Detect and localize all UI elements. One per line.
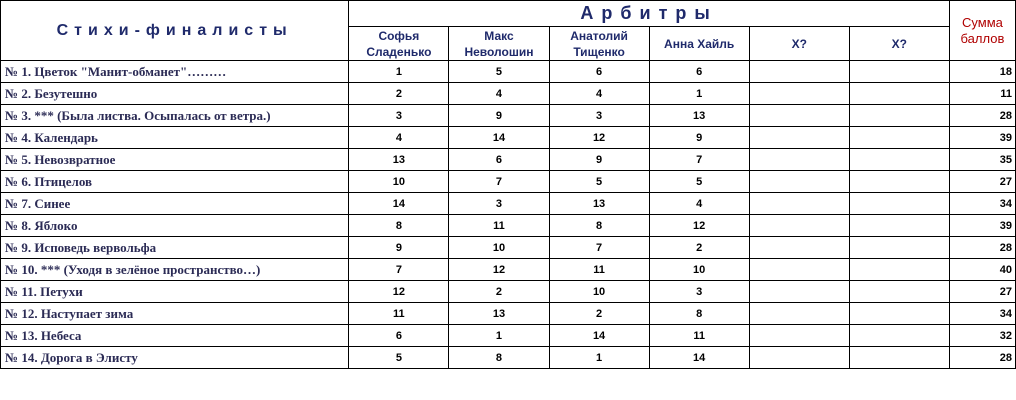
score-cell xyxy=(749,61,849,83)
total-cell: 34 xyxy=(949,193,1015,215)
score-cell: 4 xyxy=(549,83,649,105)
score-cell: 12 xyxy=(349,281,449,303)
score-cell: 12 xyxy=(549,127,649,149)
score-cell xyxy=(749,347,849,369)
score-cell xyxy=(749,303,849,325)
poem-title: № 2. Безутешно xyxy=(1,83,349,105)
score-cell: 10 xyxy=(449,237,549,259)
score-cell: 3 xyxy=(549,105,649,127)
poem-title: № 4. Календарь xyxy=(1,127,349,149)
poem-title: № 13. Небеса xyxy=(1,325,349,347)
score-cell xyxy=(849,259,949,281)
poem-title: № 5. Невозвратное xyxy=(1,149,349,171)
table-row xyxy=(1,237,1016,259)
table-row xyxy=(1,281,1016,303)
score-cell: 13 xyxy=(649,105,749,127)
score-cell: 11 xyxy=(649,325,749,347)
table-row xyxy=(1,171,1016,193)
score-cell xyxy=(849,149,949,171)
total-cell: 27 xyxy=(949,171,1015,193)
table-row xyxy=(1,347,1016,369)
judge-name: Х? xyxy=(749,27,849,61)
total-cell: 18 xyxy=(949,61,1015,83)
score-cell: 6 xyxy=(349,325,449,347)
score-cell xyxy=(849,171,949,193)
score-cell: 2 xyxy=(449,281,549,303)
judge-name: Анна Хайль xyxy=(649,27,749,61)
total-cell: 34 xyxy=(949,303,1015,325)
poem-title: № 11. Петухи xyxy=(1,281,349,303)
total-cell: 28 xyxy=(949,105,1015,127)
score-cell: 2 xyxy=(549,303,649,325)
score-cell xyxy=(749,127,849,149)
score-cell xyxy=(749,193,849,215)
score-cell xyxy=(749,215,849,237)
poems-column-header: Стихи-финалисты xyxy=(1,1,349,61)
score-cell: 13 xyxy=(549,193,649,215)
poem-title: № 1. Цветок "Манит-обманет"……… xyxy=(1,61,349,83)
table-row xyxy=(1,61,1016,83)
judge-name: Макс Неволошин xyxy=(449,27,549,61)
score-cell xyxy=(749,237,849,259)
judge-name: Х? xyxy=(849,27,949,61)
poem-title: № 12. Наступает зима xyxy=(1,303,349,325)
score-cell: 8 xyxy=(549,215,649,237)
score-cell: 10 xyxy=(649,259,749,281)
score-cell: 14 xyxy=(649,347,749,369)
score-cell: 5 xyxy=(649,171,749,193)
sum-column-header: Сумма баллов xyxy=(949,1,1015,61)
score-cell xyxy=(849,83,949,105)
score-cell: 9 xyxy=(449,105,549,127)
score-cell: 11 xyxy=(549,259,649,281)
score-cell xyxy=(849,303,949,325)
score-cell: 14 xyxy=(449,127,549,149)
table-row xyxy=(1,259,1016,281)
total-cell: 11 xyxy=(949,83,1015,105)
score-cell: 2 xyxy=(649,237,749,259)
score-cell xyxy=(749,281,849,303)
results-body xyxy=(1,61,1016,369)
poem-title: № 8. Яблоко xyxy=(1,215,349,237)
poem-title: № 7. Синее xyxy=(1,193,349,215)
score-cell: 2 xyxy=(349,83,449,105)
score-cell: 7 xyxy=(349,259,449,281)
score-cell: 13 xyxy=(449,303,549,325)
total-cell: 28 xyxy=(949,347,1015,369)
judge-name: Анатолий Тищенко xyxy=(549,27,649,61)
score-cell: 11 xyxy=(449,215,549,237)
score-cell: 4 xyxy=(449,83,549,105)
score-cell: 6 xyxy=(449,149,549,171)
total-cell: 39 xyxy=(949,127,1015,149)
score-cell: 11 xyxy=(349,303,449,325)
score-cell: 1 xyxy=(449,325,549,347)
score-cell xyxy=(849,215,949,237)
score-cell: 9 xyxy=(349,237,449,259)
table-row xyxy=(1,303,1016,325)
score-cell: 10 xyxy=(549,281,649,303)
score-cell: 4 xyxy=(349,127,449,149)
total-cell: 39 xyxy=(949,215,1015,237)
score-cell: 3 xyxy=(449,193,549,215)
score-cell xyxy=(749,149,849,171)
score-cell: 12 xyxy=(449,259,549,281)
score-cell xyxy=(749,259,849,281)
score-cell xyxy=(849,193,949,215)
score-cell: 10 xyxy=(349,171,449,193)
score-cell: 1 xyxy=(549,347,649,369)
score-cell xyxy=(749,171,849,193)
table-row xyxy=(1,149,1016,171)
score-cell: 6 xyxy=(649,61,749,83)
table-row xyxy=(1,215,1016,237)
score-cell xyxy=(849,105,949,127)
score-cell xyxy=(849,237,949,259)
score-cell: 1 xyxy=(349,61,449,83)
score-cell: 12 xyxy=(649,215,749,237)
score-cell xyxy=(849,325,949,347)
total-cell: 35 xyxy=(949,149,1015,171)
judge-name: Софья Сладенько xyxy=(349,27,449,61)
score-cell: 8 xyxy=(649,303,749,325)
score-cell: 8 xyxy=(349,215,449,237)
score-cell: 14 xyxy=(549,325,649,347)
score-cell xyxy=(749,83,849,105)
table-row xyxy=(1,83,1016,105)
table-row xyxy=(1,105,1016,127)
total-cell: 40 xyxy=(949,259,1015,281)
score-cell: 8 xyxy=(449,347,549,369)
score-cell: 5 xyxy=(449,61,549,83)
table-row xyxy=(1,193,1016,215)
score-cell: 5 xyxy=(549,171,649,193)
poem-title: № 9. Исповедь вервольфа xyxy=(1,237,349,259)
table-row xyxy=(1,127,1016,149)
score-cell: 5 xyxy=(349,347,449,369)
score-cell: 7 xyxy=(449,171,549,193)
score-cell: 7 xyxy=(549,237,649,259)
score-cell: 9 xyxy=(649,127,749,149)
judges-column-header: Арбитры xyxy=(349,1,950,27)
total-cell: 32 xyxy=(949,325,1015,347)
score-cell: 13 xyxy=(349,149,449,171)
score-cell xyxy=(849,127,949,149)
score-cell: 3 xyxy=(649,281,749,303)
score-cell: 7 xyxy=(649,149,749,171)
score-cell: 1 xyxy=(649,83,749,105)
poem-title: № 10. *** (Уходя в зелёное пространство…) xyxy=(1,259,349,281)
poem-title: № 14. Дорога в Элисту xyxy=(1,347,349,369)
score-cell xyxy=(849,61,949,83)
total-cell: 27 xyxy=(949,281,1015,303)
poem-title: № 6. Птицелов xyxy=(1,171,349,193)
score-cell xyxy=(749,325,849,347)
score-cell xyxy=(849,281,949,303)
score-cell: 3 xyxy=(349,105,449,127)
total-cell: 28 xyxy=(949,237,1015,259)
score-cell: 9 xyxy=(549,149,649,171)
score-cell xyxy=(749,105,849,127)
table-row xyxy=(1,325,1016,347)
score-cell: 14 xyxy=(349,193,449,215)
score-cell: 6 xyxy=(549,61,649,83)
poem-title: № 3. *** (Была листва. Осыпалась от ветра.) xyxy=(1,105,349,127)
score-cell: 4 xyxy=(649,193,749,215)
score-cell xyxy=(849,347,949,369)
